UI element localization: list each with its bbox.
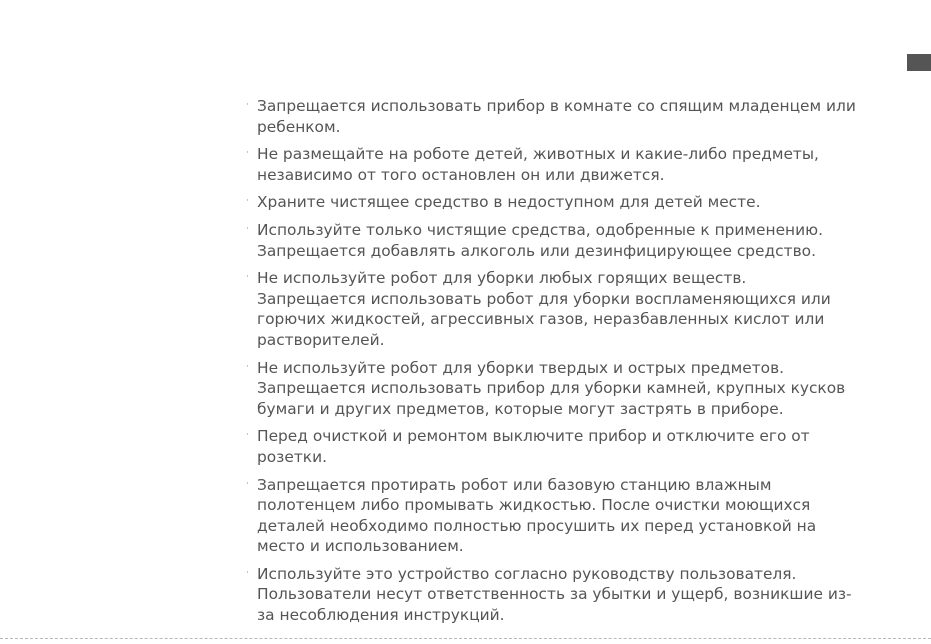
safety-instruction-item [246, 192, 906, 213]
safety-instruction-item [246, 475, 906, 557]
page-bottom-divider [0, 638, 931, 639]
instruction-text-line: Храните чистящее средство в недоступном для детей месте. [257, 193, 761, 212]
instruction-text-line: независимо от того остановлен он или движется. [257, 165, 665, 184]
instruction-text-line: Используйте только чистящие средства, одобренные к применению. [257, 220, 823, 239]
safety-instruction-item [246, 564, 906, 626]
bullet-point: · [246, 196, 249, 207]
bullet-point: · [246, 567, 249, 578]
instruction-text-line: Не размещайте на роботе детей, животных и какие-либо предметы, [257, 145, 819, 164]
instruction-text-line: место и использованием. [257, 537, 464, 556]
instruction-text-line: растворителей. [257, 330, 385, 349]
bullet-point: · [246, 430, 249, 441]
instruction-text-line: Запрещается добавлять алкоголь или дезинфицирующее средство. [257, 241, 816, 260]
safety-instruction-item [246, 358, 906, 420]
instruction-text-line: Перед очисткой и ремонтом выключите прибор и отключите его от [257, 427, 810, 446]
bullet-point: · [246, 223, 249, 234]
bullet-point: · [246, 361, 249, 372]
instruction-text-line: Запрещается использовать прибор для уборки камней, крупных кусков [257, 379, 846, 398]
safety-instructions-list [246, 96, 906, 633]
instruction-text-line: деталей необходимо полностью просушить их перед установкой на [257, 516, 817, 535]
bullet-point: · [246, 478, 249, 489]
bullet-point: · [246, 148, 249, 159]
safety-instruction-item [246, 96, 906, 137]
instruction-text-line: Пользователи несут ответственность за убытки и ущерб, возникшие из- [257, 585, 852, 604]
instruction-text-line: полотенцем либо промывать жидкостью. После очистки моющихся [257, 496, 811, 515]
safety-instruction-item [246, 144, 906, 185]
instruction-text-line: розетки. [257, 447, 327, 466]
instruction-text-line: Используйте это устройство согласно руководству пользователя. [257, 564, 797, 583]
instruction-text-line: Запрещается использовать прибор в комнате со спящим младенцем или [257, 97, 856, 115]
safety-instruction-item [246, 268, 906, 350]
instruction-text-line: Запрещается протирать робот или базовую станцию влажным [257, 475, 772, 494]
bullet-point: · [246, 272, 249, 283]
section-tab-marker [907, 54, 931, 71]
instruction-text-line: за несоблюдения инструкций. [257, 606, 505, 625]
instruction-text-line: горючих жидкостей, агрессивных газов, неразбавленных кислот или [257, 310, 825, 329]
instruction-text-line: Запрещается использовать робот для уборки воспламеняющихся или [257, 289, 831, 308]
instruction-text-line: бумаги и других предметов, которые могут застрять в приборе. [257, 399, 784, 418]
instruction-text-line: Не используйте робот для уборки любых горящих веществ. [257, 269, 747, 288]
instruction-text-line: ребенком. [257, 117, 341, 136]
instruction-text-line: Не используйте робот для уборки твердых и острых предметов. [257, 358, 785, 377]
safety-instruction-item [246, 426, 906, 467]
safety-instruction-item [246, 220, 906, 261]
bullet-point: · [246, 100, 249, 110]
